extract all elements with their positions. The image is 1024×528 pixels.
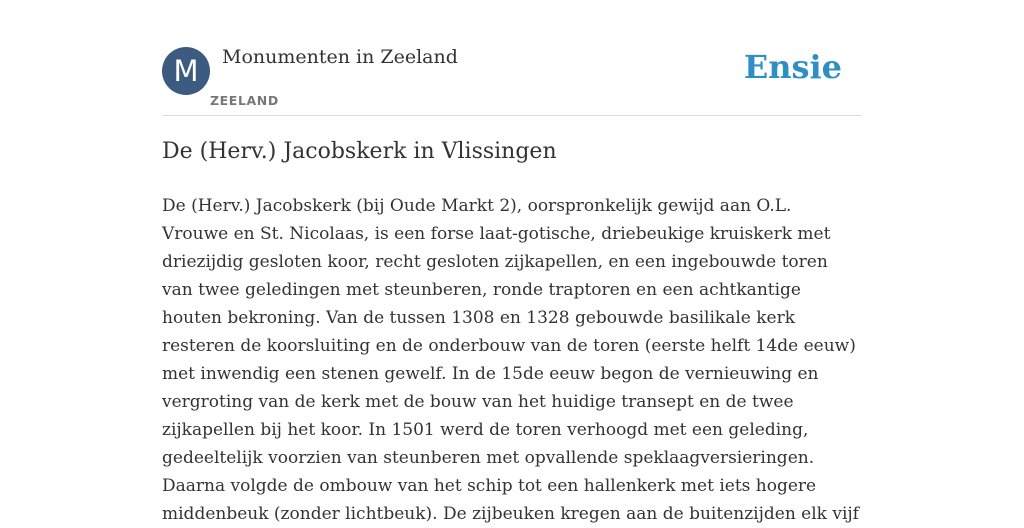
article-title: De (Herv.) Jacobskerk in Vlissingen <box>162 139 557 164</box>
divider <box>162 115 862 116</box>
avatar[interactable]: M <box>162 47 210 95</box>
header <box>162 46 862 116</box>
brand-logo[interactable]: Ensie <box>743 48 842 86</box>
region-label[interactable]: ZEELAND <box>210 93 279 108</box>
source-title[interactable]: Monumenten in Zeeland <box>222 46 458 68</box>
article-body: De (Herv.) Jacobskerk (bij Oude Markt 2), oorspronkelijk gewijd aan O.L. Vrouwe en St. Nicolaas, is een forse laat-gotische, driebeukige kruiskerk met driezijdig gesloten koor, recht gesloten zijkapellen, en een ingebouwde toren van twee geledingen met steunberen, ronde traptoren en een achtkantige houten bekroning. Van de tussen 1308 en 1328 gebouwde basilikale kerk resteren de koorsluiting en de onderbouw van de toren (eerste helft 14de eeuw) met inwendig een stenen gewelf. In de 15de eeuw begon de vernieuwing en vergroting van de kerk met de bouw van het huidige transept en de twee zijkapellen bij het koor. In 1501 werd de toren verhoogd met een geleding, gedeeltelijk voorzien van steunberen met opvallende speklaagversieringen. Daarna volgde de ombouw van het schip tot een hallenkerk met iets hogere middenbeuk (zonder lichtbeuk). De zijbeuken kregen aan de buitenzijden elk vijf <box>162 196 859 524</box>
